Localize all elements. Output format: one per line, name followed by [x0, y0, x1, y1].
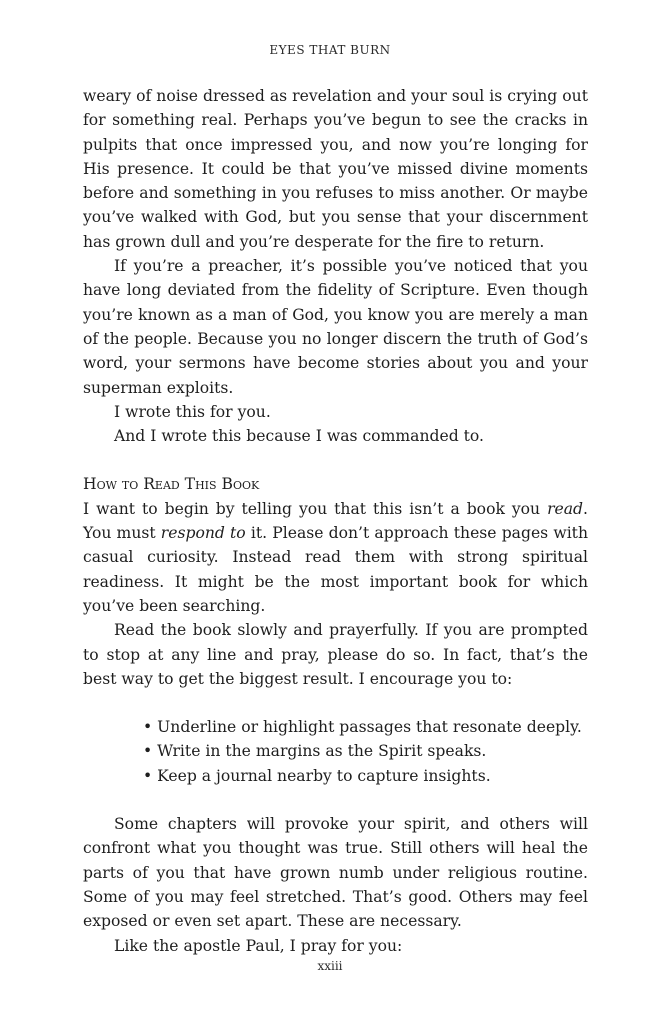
bullet-item: • Underline or highlight passages that resonate deeply. — [143, 715, 588, 739]
intro-emphasis-respond: respond to — [160, 524, 246, 543]
bullet-list — [143, 715, 588, 788]
body-text — [83, 84, 588, 958]
paragraph-chapters: Some chapters will provoke your spirit, and others will confront what you thought was true. Still others will heal the parts of you that have grown numb under religious routine. Some of you may feel stretched. That’s good. Others may feel exposed or even set apart. These are necessary. — [83, 815, 588, 931]
bullet-item: • Keep a journal nearby to capture insights. — [143, 764, 588, 788]
paragraph-intro — [83, 497, 588, 618]
paragraph-read-slowly: Read the book slowly and prayerfully. If you are prompted to stop at any line and pray, please do so. In fact, that’s the best way to get the biggest result. I encourage you to: — [83, 621, 588, 688]
paragraph-apostle-paul: Like the apostle Paul, I pray for you: — [114, 936, 403, 955]
paragraph-wrote-for-you: I wrote this for you. — [114, 402, 271, 421]
paragraph-preacher: If you’re a preacher, it’s possible you’ve noticed that you have long deviated from the fidelity of Scripture. Even though you’re known as a man of God, you know you are merely a man of the people. Because you no longer discern the truth of God’s word, your sermons have become stories about you and your superman exploits. — [83, 257, 588, 397]
intro-text-2: . You must — [83, 499, 588, 543]
intro-emphasis-read: read — [547, 499, 584, 518]
paragraph-commanded: And I wrote this because I was commanded to. — [114, 427, 484, 446]
intro-text-1: I want to begin by telling you that this isn’t a book you — [83, 499, 548, 518]
page-number: xxiii — [317, 959, 343, 973]
running-head: EYES THAT BURN — [269, 43, 391, 57]
paragraph-continued: weary of noise dressed as revelation and your soul is crying out for something real. Perhaps you’ve begun to see the cracks in pulpits that once impressed you, and now you’re longing for His presence. It could be that you’ve missed divine moments before and something in you refuses to miss another. Or maybe you’ve walked with God, but you sense that your discernment has grown dull and you’re desperate for the fire to return. — [83, 87, 588, 251]
section-heading: How to Read This Book — [83, 475, 260, 494]
intro-text-3: it. Please don’t approach these pages with casual curiosity. Instead read them with strong spiritual readiness. It might be the most important book for which you’ve been searching. — [83, 524, 588, 615]
bullet-item: • Write in the margins as the Spirit speaks. — [143, 739, 588, 763]
